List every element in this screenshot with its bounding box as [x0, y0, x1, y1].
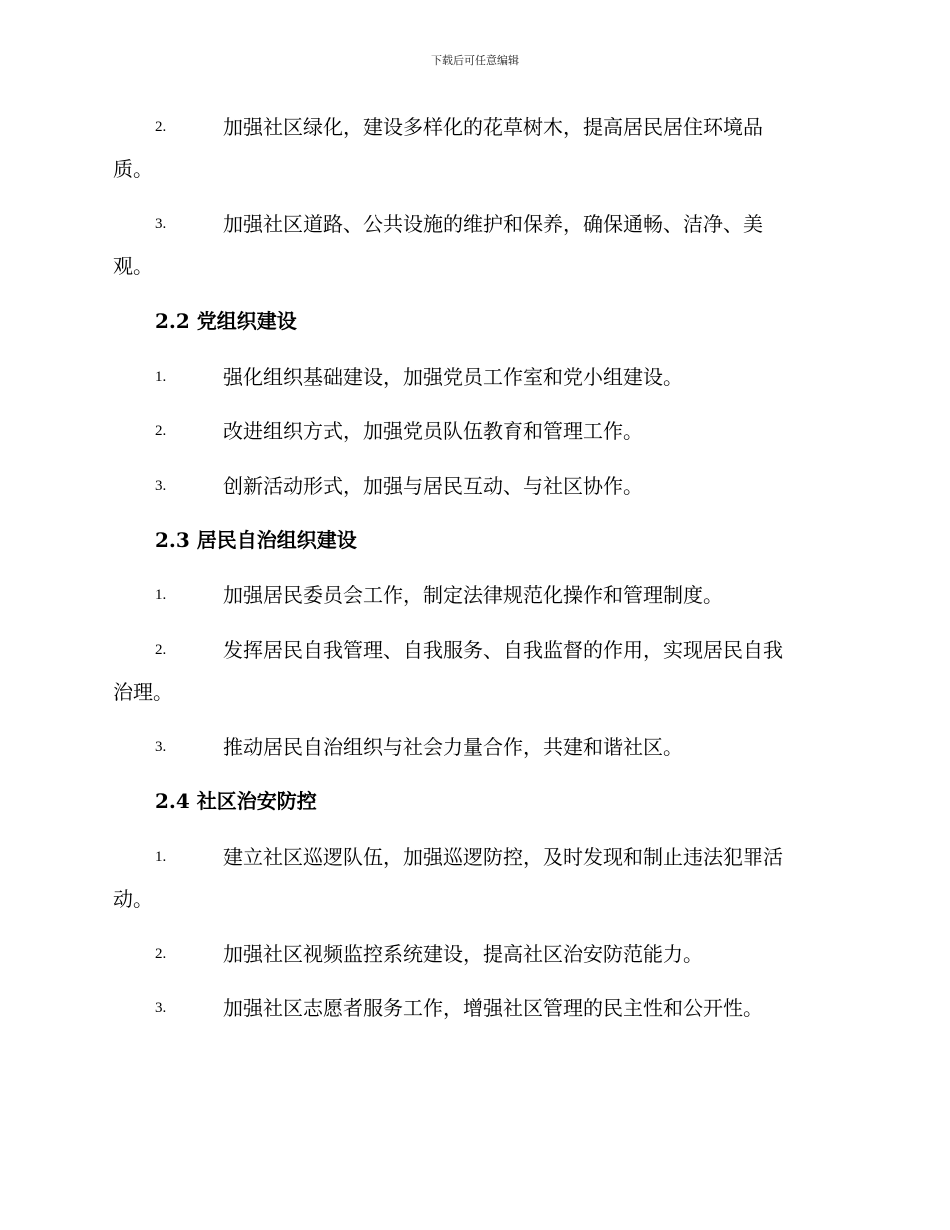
list-text: 加强社区道路、公共设施的维护和保养，确保通畅、洁净、美 [223, 212, 763, 236]
list-text-continuation: 观。 [113, 254, 153, 278]
list-number: 1. [155, 369, 167, 385]
list-text: 加强社区绿化，建设多样化的花草树木，提高居民居住环境品 [223, 115, 763, 139]
list-text: 加强社区志愿者服务工作，增强社区管理的民主性和公开性。 [223, 996, 763, 1020]
list-text: 推动居民自治组织与社会力量合作，共建和谐社区。 [223, 735, 683, 759]
list-text: 加强居民委员会工作，制定法律规范化操作和管理制度。 [223, 583, 723, 607]
list-number: 2. [155, 423, 167, 439]
list-text-continuation: 动。 [113, 887, 153, 911]
list-item [113, 203, 838, 287]
list-text-continuation: 治理。 [113, 680, 173, 704]
list-item [113, 410, 838, 452]
list-number: 3. [155, 739, 167, 755]
list-item [113, 356, 838, 398]
list-number: 2. [155, 642, 167, 658]
list-number: 3. [155, 216, 167, 232]
section-heading: 2.4 社区治安防控 [155, 789, 317, 813]
list-item [113, 987, 838, 1029]
list-number: 3. [155, 1000, 167, 1016]
list-text: 加强社区视频监控系统建设，提高社区治安防范能力。 [223, 942, 703, 966]
list-number: 1. [155, 587, 167, 603]
list-text: 改进组织方式，加强党员队伍教育和管理工作。 [223, 419, 643, 443]
list-item [113, 933, 838, 975]
page-header-note: 下载后可任意编辑 [431, 54, 519, 67]
section-heading: 2.3 居民自治组织建设 [155, 528, 357, 552]
list-item [113, 836, 838, 920]
section-heading: 2.2 党组织建设 [155, 309, 297, 333]
list-text: 创新活动形式，加强与居民互动、与社区协作。 [223, 474, 643, 498]
list-text-continuation: 质。 [113, 157, 153, 181]
list-text: 建立社区巡逻队伍，加强巡逻防控，及时发现和制止违法犯罪活 [223, 845, 783, 869]
list-text: 发挥居民自我管理、自我服务、自我监督的作用，实现居民自我 [223, 638, 783, 662]
list-number: 1. [155, 849, 167, 865]
list-number: 2. [155, 946, 167, 962]
list-item [113, 106, 838, 190]
list-number: 2. [155, 119, 167, 135]
list-item [113, 465, 838, 507]
list-item [113, 574, 838, 616]
list-text: 强化组织基础建设，加强党员工作室和党小组建设。 [223, 365, 683, 389]
list-item [113, 629, 838, 713]
list-item [113, 726, 838, 768]
list-number: 3. [155, 478, 167, 494]
